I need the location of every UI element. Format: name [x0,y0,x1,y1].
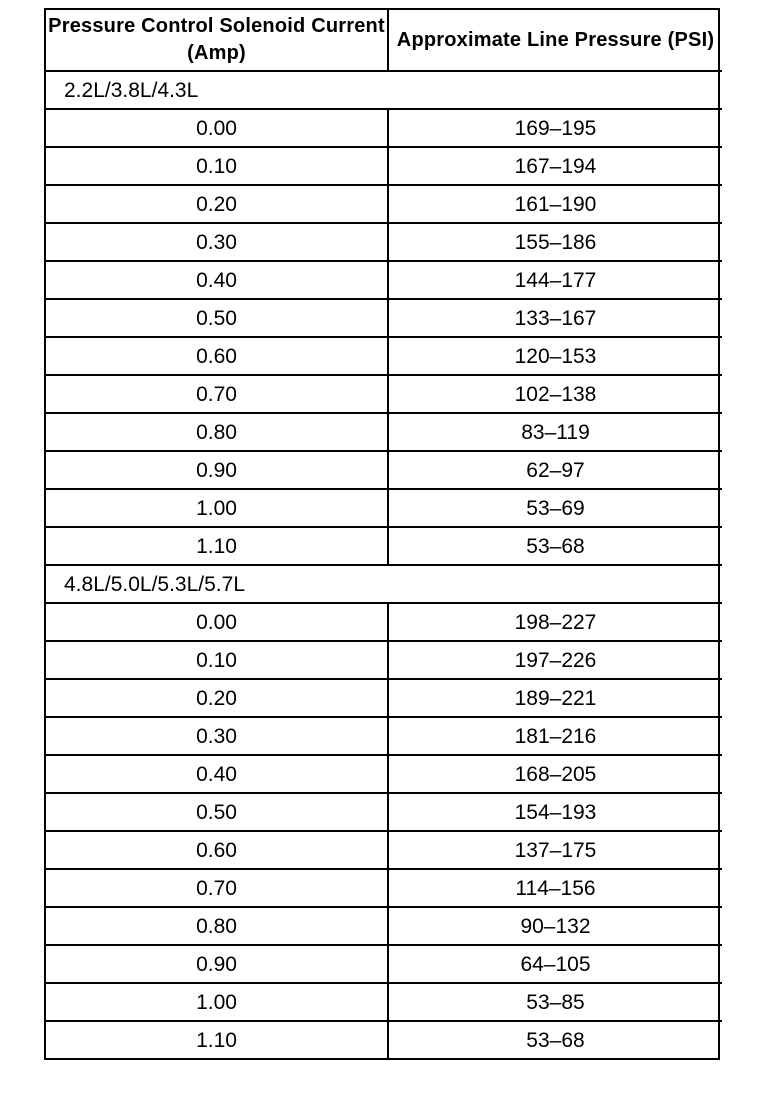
solenoid-current-cell: 0.60 [46,337,388,375]
line-pressure-cell: 169–195 [388,109,722,147]
table-row [46,451,722,489]
solenoid-current-cell: 0.10 [46,641,388,679]
line-pressure-cell: 154–193 [388,793,722,831]
line-pressure-cell: 53–68 [388,1021,722,1058]
line-pressure-cell: 120–153 [388,337,722,375]
line-pressure-cell: 83–119 [388,413,722,451]
pressure-table [46,10,722,1058]
group-row [46,71,722,109]
table-row [46,375,722,413]
line-pressure-cell: 53–69 [388,489,722,527]
table-body [46,71,722,1058]
table-row [46,983,722,1021]
line-pressure-cell: 161–190 [388,185,722,223]
table-row [46,527,722,565]
line-pressure-cell: 90–132 [388,907,722,945]
table-row [46,147,722,185]
table-row [46,603,722,641]
solenoid-current-cell: 0.20 [46,679,388,717]
table-row [46,831,722,869]
table-row [46,185,722,223]
solenoid-current-cell: 0.90 [46,945,388,983]
line-pressure-cell: 102–138 [388,375,722,413]
line-pressure-cell: 181–216 [388,717,722,755]
solenoid-current-cell: 0.70 [46,869,388,907]
line-pressure-cell: 133–167 [388,299,722,337]
engine-group-label: 2.2L/3.8L/4.3L [46,71,722,109]
solenoid-current-cell: 0.60 [46,831,388,869]
solenoid-current-cell: 0.30 [46,717,388,755]
header-row [46,10,722,71]
table-row [46,413,722,451]
solenoid-current-cell: 0.10 [46,147,388,185]
solenoid-current-cell: 0.80 [46,413,388,451]
solenoid-current-cell: 0.20 [46,185,388,223]
table-row [46,261,722,299]
line-pressure-cell: 189–221 [388,679,722,717]
solenoid-current-cell: 0.50 [46,299,388,337]
line-pressure-cell: 144–177 [388,261,722,299]
line-pressure-cell: 155–186 [388,223,722,261]
solenoid-current-cell: 1.10 [46,527,388,565]
engine-group-label: 4.8L/5.0L/5.3L/5.7L [46,565,722,603]
solenoid-current-cell: 1.00 [46,983,388,1021]
solenoid-current-cell: 0.80 [46,907,388,945]
solenoid-current-cell: 0.00 [46,109,388,147]
table-row [46,755,722,793]
solenoid-current-cell: 0.40 [46,261,388,299]
line-pressure-cell: 168–205 [388,755,722,793]
table-row [46,907,722,945]
table-row [46,299,722,337]
group-row [46,565,722,603]
table-row [46,1021,722,1058]
line-pressure-cell: 197–226 [388,641,722,679]
table-row [46,679,722,717]
line-pressure-cell: 167–194 [388,147,722,185]
line-pressure-cell: 114–156 [388,869,722,907]
solenoid-current-cell: 0.50 [46,793,388,831]
table-row [46,793,722,831]
table-row [46,223,722,261]
table-row [46,869,722,907]
header-line-pressure: Approximate Line Pressure (PSI) [388,10,722,71]
solenoid-current-cell: 0.90 [46,451,388,489]
solenoid-current-cell: 0.00 [46,603,388,641]
table-row [46,945,722,983]
line-pressure-cell: 62–97 [388,451,722,489]
line-pressure-cell: 64–105 [388,945,722,983]
table-row [46,717,722,755]
solenoid-current-cell: 0.40 [46,755,388,793]
table-row [46,337,722,375]
table-row [46,641,722,679]
line-pressure-cell: 198–227 [388,603,722,641]
line-pressure-cell: 53–68 [388,527,722,565]
header-solenoid-current: Pressure Control Solenoid Current (Amp) [46,10,388,71]
solenoid-current-cell: 0.70 [46,375,388,413]
line-pressure-cell: 137–175 [388,831,722,869]
solenoid-current-cell: 1.00 [46,489,388,527]
solenoid-current-cell: 1.10 [46,1021,388,1058]
pressure-table-frame [44,8,720,1060]
line-pressure-cell: 53–85 [388,983,722,1021]
table-row [46,489,722,527]
table-row [46,109,722,147]
solenoid-current-cell: 0.30 [46,223,388,261]
